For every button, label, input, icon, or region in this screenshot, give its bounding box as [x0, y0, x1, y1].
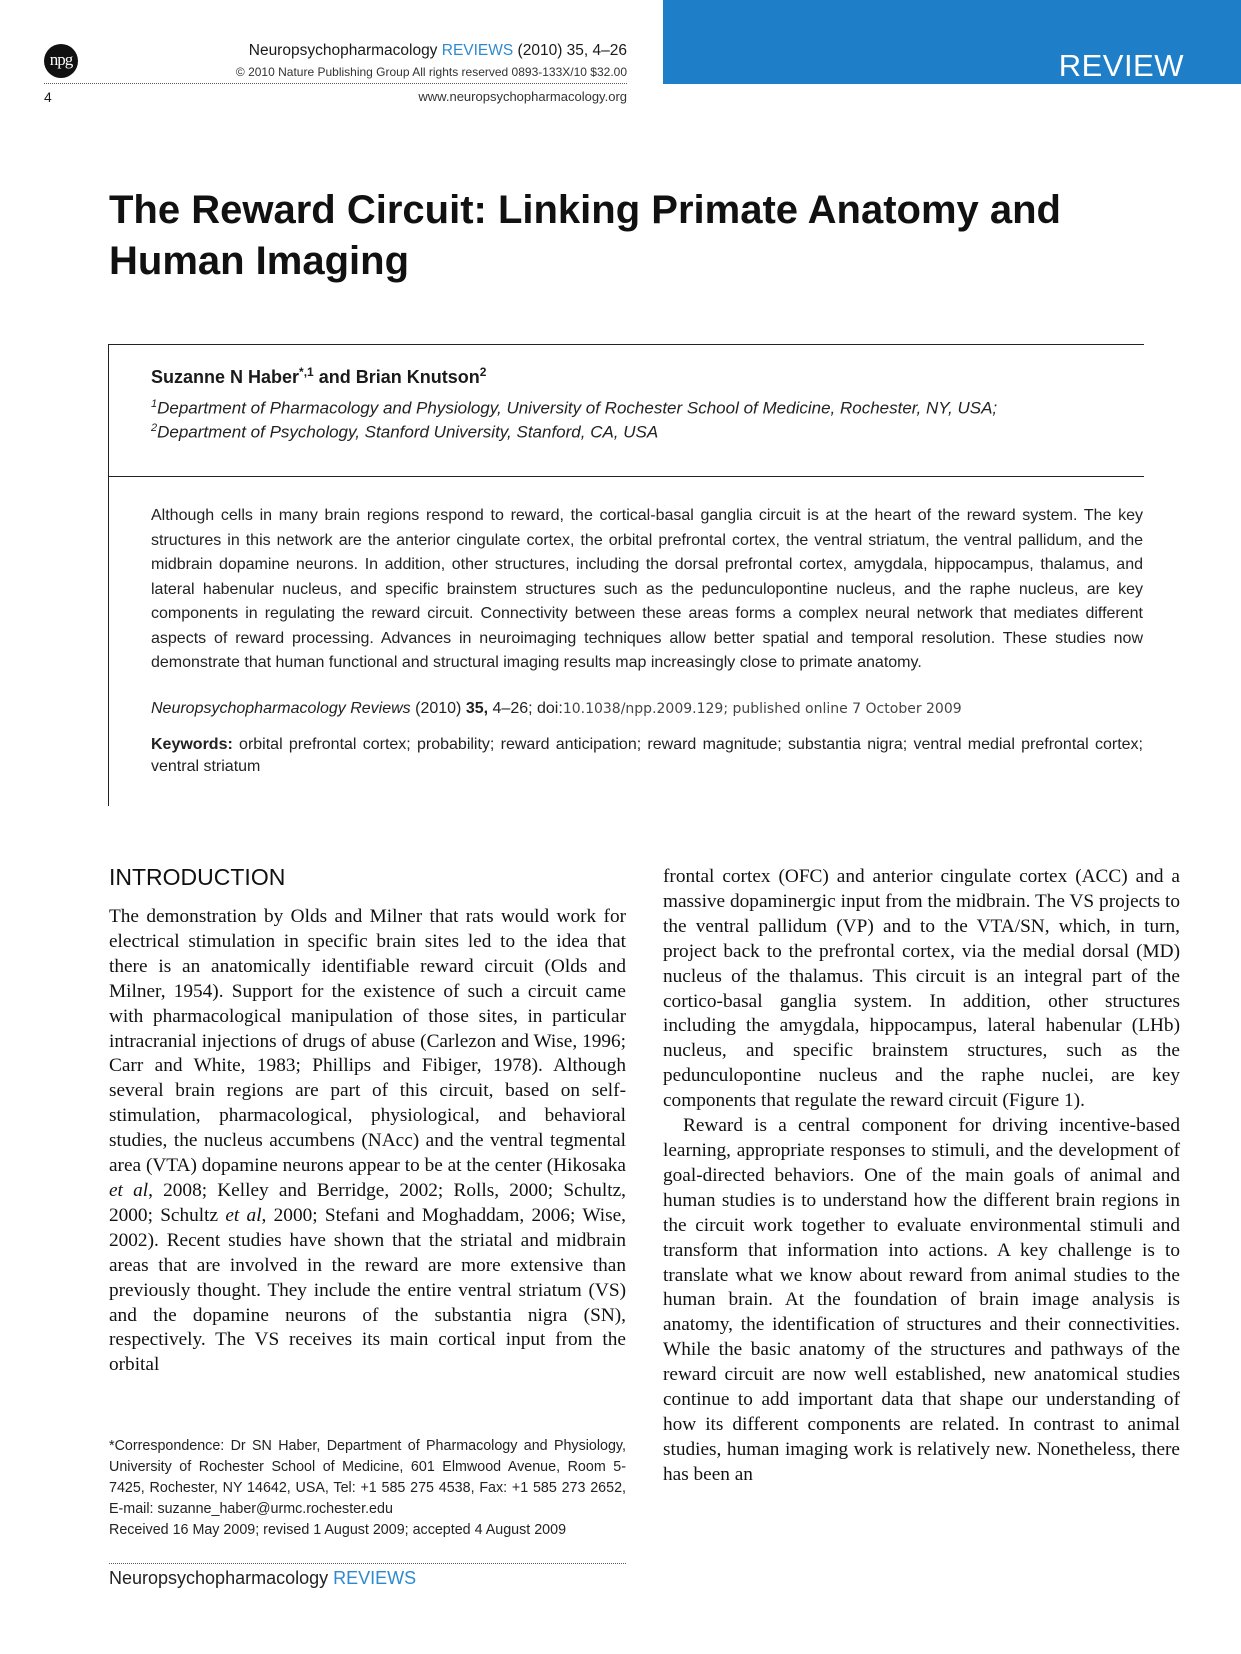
author-box-left-rule	[108, 344, 109, 477]
intro-p1-part-c: , 2000; Stefani and Moghaddam, 2006; Wise, 2002). Recent studies have shown that the striatal and midbrain areas that are involved in the reward are more extensive than previously thought. They include the entire ventral striatum (VS) and the dopamine neurons of the substantia nigra (SN), respectively. The VS receives its main cortical input from the orbital	[109, 1204, 626, 1376]
journal-citation-line	[249, 42, 627, 60]
citation-journal: Neuropsychopharmacology Reviews	[151, 700, 411, 717]
copyright-line: © 2010 Nature Publishing Group All rights reserved 0893-133X/10 $32.00	[235, 65, 627, 79]
body-column-left	[109, 905, 626, 1378]
abstract-left-rule	[108, 476, 109, 806]
affiliation-2-text: Department of Psychology, Stanford University, Stanford, CA, USA	[157, 422, 659, 442]
footer-journal-name: Neuropsychopharmacology	[109, 1568, 329, 1588]
intro-paragraph-2: Reward is a central component for driving incentive-based learning, appropriate responses to stimuli, and the development of goal-directed behaviors. One of the main goals of animal and human studies is to understand how the different brain regions in the circuit work together to evaluate environmental stimuli and transform that information into actions. A key challenge is to translate what we know about reward from animal studies to the human brain. At the foundation of brain image analysis is anatomy, the identification of structures and their connectivities. While the basic anatomy of the structures and pathways of the reward circuit are now well established, new anatomical studies continue to add important data that shape our understanding of how its different components are related. In contrast to animal studies, human imaging work is relatively new. Nonetheless, there has been an	[663, 1115, 1180, 1485]
et-al-2: et al	[225, 1204, 262, 1226]
article-citation	[151, 700, 962, 718]
citation-year: (2010)	[410, 700, 466, 717]
citation-volume: 35,	[465, 700, 489, 717]
intro-p1-part-b: , 2008; Kelley and Berridge, 2002; Rolls, 2000; Schultz, 2000; Schultz	[109, 1179, 626, 1226]
header-divider	[44, 83, 627, 84]
journal-name: Neuropsychopharmacology	[248, 42, 438, 59]
author-knutson: Brian Knutson	[355, 367, 480, 387]
journal-volume-pages: (2010) 35, 4–26	[517, 42, 627, 59]
keywords-label: Keywords:	[151, 736, 233, 753]
page-number: 4	[44, 89, 52, 105]
correspondence-footnote	[109, 1436, 626, 1541]
affiliation-2	[151, 422, 658, 443]
author-joiner: and	[313, 367, 356, 387]
author-box-bottom-rule	[108, 476, 1144, 477]
citation-doi[interactable]: 10.1038/npp.2009.129; published online 7 October 2009	[562, 701, 962, 717]
abstract-text: Although cells in many brain regions respond to reward, the cortical-basal ganglia circuit is at the heart of the reward system. The key structures in this network are the anterior cingulate cortex, the orbital prefrontal cortex, the ventral striatum, the ventral pallidum, and the midbrain dopamine neurons. In addition, other structures, including the dorsal prefrontal cortex, amygdala, hippocampus, thalamus, and lateral habenular nucleus, and specific brainstem structures such as the pedunculopontine nucleus, and the raphe nucleus, are key components in regulating the reward circuit. Connectivity between these areas forms a complex neural network that mediates different aspects of reward processing. Advances in neuroimaging techniques allow better spatial and temporal resolution. These studies now demonstrate that human functional and structural imaging results map increasingly close to primate anatomy.	[151, 507, 1143, 671]
footer-divider	[109, 1563, 626, 1564]
affiliation-2-sup: 2	[151, 422, 158, 434]
review-label: REVIEW	[1058, 48, 1184, 83]
journal-section: REVIEWS	[441, 42, 514, 59]
author-list	[151, 365, 486, 388]
intro-paragraph-1-continued: frontal cortex (OFC) and anterior cingulate cortex (ACC) and a massive dopaminergic input from the midbrain. The VS projects to the ventral pallidum (VP) and to the VTA/SN, which, in turn, project back to the prefrontal cortex, via the medial dorsal (MD) nucleus of the thalamus. This circuit is an integral part of the cortico-basal ganglia system. In addition, other structures including the amygdala, hippocampus, lateral habenular (LHb) nucleus, and specific brainstem structures, such as the pedunculopontine nucleus and the raphe nuclei, are key components that regulate the reward circuit (Figure 1).	[663, 866, 1180, 1112]
keywords-list: orbital prefrontal cortex; probability; reward anticipation; reward magnitude; substantia nigra; ventral medial prefrontal cortex; ventral striatum	[151, 736, 1143, 775]
author-box-top-rule	[108, 344, 1144, 345]
author-haber: Suzanne N Haber	[151, 367, 300, 387]
footer-journal-section: REVIEWS	[333, 1568, 417, 1588]
et-al-1: et al	[109, 1179, 149, 1201]
review-banner	[663, 0, 1241, 84]
affiliation-1-text: Department of Pharmacology and Physiology, University of Rochester School of Medicine, Rochester, NY, USA;	[157, 398, 998, 418]
footer-journal	[109, 1568, 416, 1589]
intro-p1-part-a: The demonstration by Olds and Milner that rats would work for electrical stimulation in specific brain sites led to the idea that there is an anatomically identifiable reward circuit (Olds and Milner, 1954). Support for the existence of such a circuit came with pharmacological manipulation of those sites, in particular intracranial injections of drugs of abuse (Carlezon and Wise, 1996; Carr and White, 1983; Phillips and Fibiger, 1978). Although several brain regions are part of this circuit, based on self-stimulation, pharmacological, physiological, and behavioral studies, the nucleus accumbens (NAcc) and the ventral tegmental area (VTA) dopamine neurons appear to be at the center (Hikosaka	[109, 906, 626, 1177]
received-dates: Received 16 May 2009; revised 1 August 2009; accepted 4 August 2009	[109, 1522, 567, 1538]
section-heading-introduction: INTRODUCTION	[109, 864, 286, 890]
body-column-right	[663, 865, 1180, 1488]
author-haber-sup: *,1	[299, 365, 314, 379]
intro-paragraph-1	[109, 905, 626, 1378]
affiliation-1	[151, 398, 997, 419]
npg-logo: npg	[44, 44, 78, 78]
author-knutson-sup: 2	[479, 365, 487, 379]
affiliation-1-sup: 1	[151, 398, 158, 410]
citation-pages: 4–26; doi:	[488, 700, 563, 717]
correspondence-text: *Correspondence: Dr SN Haber, Department of Pharmacology and Physiology, University of Rochester School of Medicine, 601 Elmwood Avenue, Room 5-7425, Rochester, NY 14642, USA, Tel: +1 585 275 4538, Fax: +1 585 273 2652, E-mail: suzanne_haber@urmc.rochester.edu	[109, 1438, 626, 1517]
keywords	[151, 734, 1143, 778]
article-title: The Reward Circuit: Linking Primate Anatomy and Human Imaging	[109, 188, 1061, 283]
journal-website-link[interactable]: www.neuropsychopharmacology.org	[418, 89, 627, 104]
